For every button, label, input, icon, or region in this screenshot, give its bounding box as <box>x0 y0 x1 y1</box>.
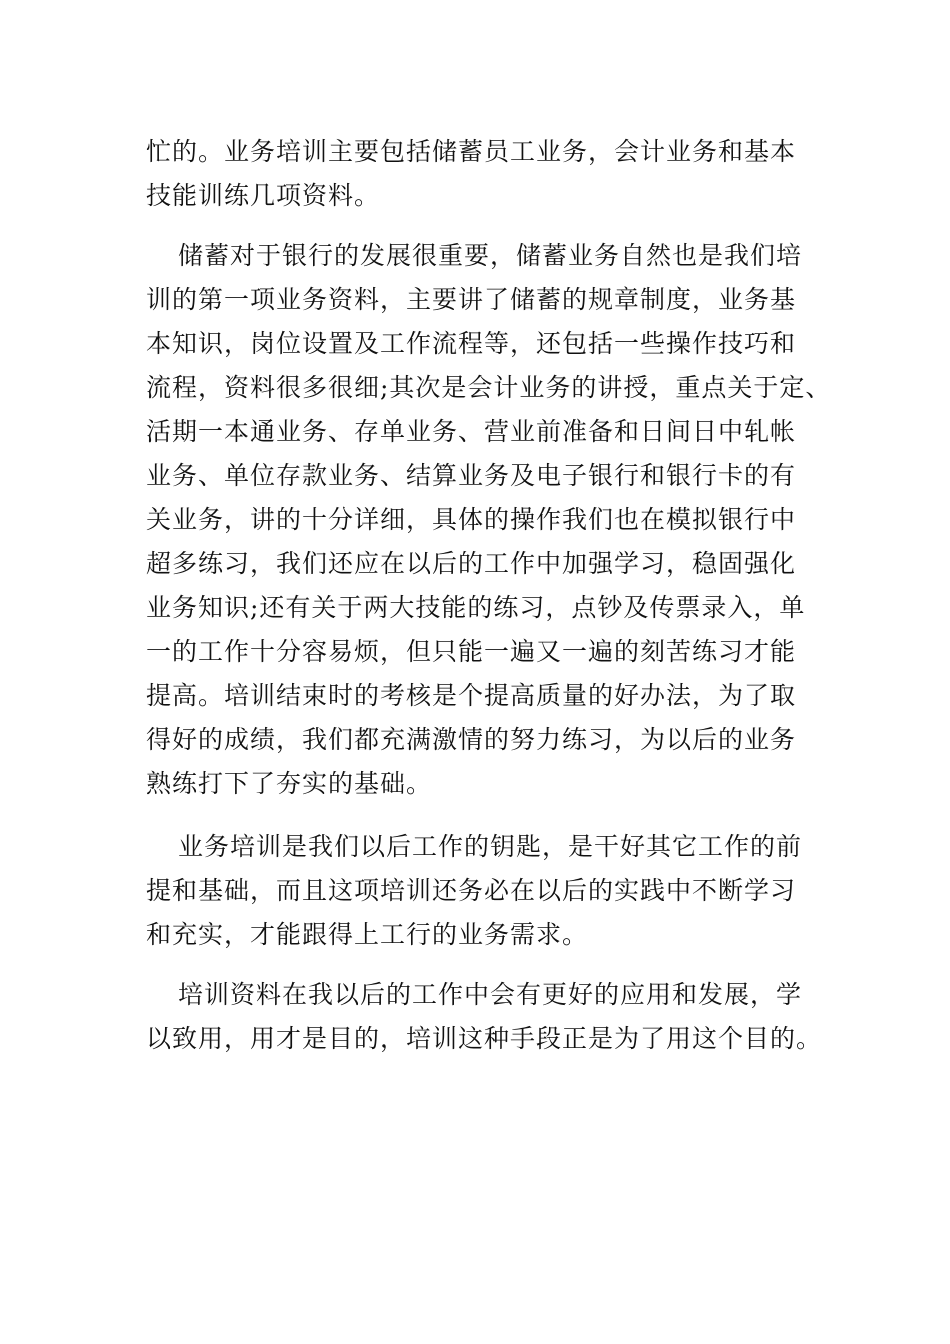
text-line: 流程，资料很多很细;其次是会计业务的讲授，重点关于定、 <box>146 373 832 402</box>
text-line: 得好的成绩，我们都充满激情的努力练习，为以后的业务 <box>146 725 797 754</box>
text-line: 忙的。业务培训主要包括储蓄员工业务，会计业务和基本 <box>146 137 797 166</box>
text-line: 培训资料在我以后的工作中会有更好的应用和发展，学 <box>178 980 803 1009</box>
paragraph-4 <box>146 973 826 1061</box>
text-line: 超多练习，我们还应在以后的工作中加强学习，稳固强化 <box>146 549 797 578</box>
text-line: 训的第一项业务资料，主要讲了储蓄的规章制度，业务基 <box>146 285 797 314</box>
text-line: 和充实，才能跟得上工行的业务需求。 <box>146 920 589 949</box>
paragraph-3 <box>146 825 826 957</box>
text-line: 关业务，讲的十分详细，具体的操作我们也在模拟银行中 <box>146 505 797 534</box>
text-line: 技能训练几项资料。 <box>146 181 381 210</box>
text-line: 熟练打下了夯实的基础。 <box>146 769 433 798</box>
text-line: 业务培训是我们以后工作的钥匙，是干好其它工作的前 <box>178 832 803 861</box>
paragraph-2 <box>146 234 832 806</box>
paragraph-1 <box>146 130 826 218</box>
text-line: 提高。培训结束时的考核是个提高质量的好办法，为了取 <box>146 681 797 710</box>
text-line: 活期一本通业务、存单业务、营业前准备和日间日中轧帐 <box>146 417 797 446</box>
text-line: 本知识，岗位设置及工作流程等，还包括一些操作技巧和 <box>146 329 797 358</box>
text-line: 业务知识;还有关于两大技能的练习，点钞及传票录入，单 <box>146 593 806 622</box>
document-body <box>146 130 832 1061</box>
text-line: 以致用，用才是目的，培训这种手段正是为了用这个目的。 <box>146 1024 823 1053</box>
text-line: 储蓄对于银行的发展很重要，储蓄业务自然也是我们培 <box>178 241 803 270</box>
text-line: 一的工作十分容易烦，但只能一遍又一遍的刻苦练习才能 <box>146 637 797 666</box>
text-line: 提和基础，而且这项培训还务必在以后的实践中不断学习 <box>146 876 797 905</box>
text-line: 业务、单位存款业务、结算业务及电子银行和银行卡的有 <box>146 461 797 490</box>
